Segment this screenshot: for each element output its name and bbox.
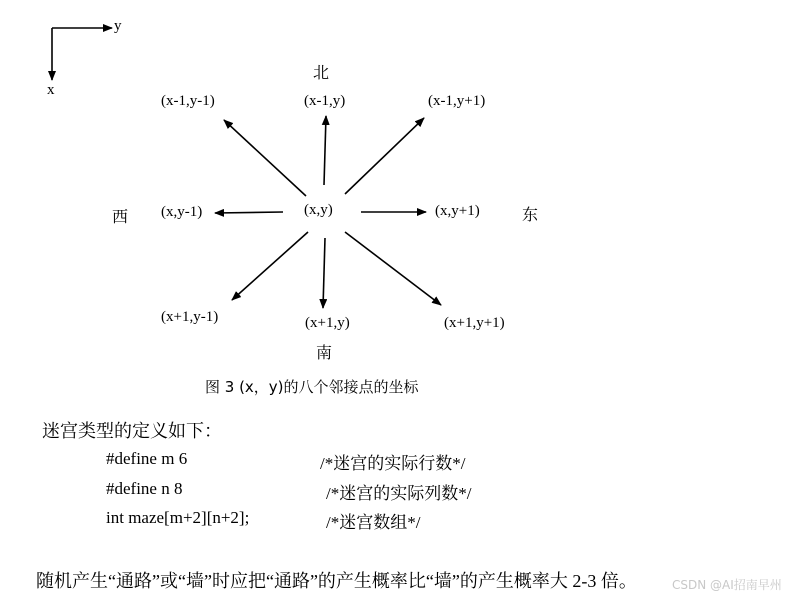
code-line-3-comment: /*迷宫数组*/: [326, 513, 421, 532]
arrow-se: [345, 232, 441, 305]
code-line-3-statement: int maze[m+2][n+2];: [106, 508, 250, 527]
arrow-nw: [224, 120, 306, 196]
arrow-w: [215, 212, 283, 213]
direction-east: 东: [522, 207, 539, 224]
arrow-ne: [345, 118, 424, 194]
code-line-2-statement: #define n 8: [106, 479, 183, 498]
figure-caption: 图 3 (x，y)的八个邻接点的坐标: [205, 378, 419, 396]
code-line-1-statement: #define m 6: [106, 449, 188, 468]
neighbor-s-label: (x+1,y): [305, 315, 350, 331]
x-axis-label: x: [47, 82, 55, 98]
neighbor-se-label: (x+1,y+1): [444, 315, 505, 331]
neighbor-n-label: (x-1,y): [304, 93, 346, 109]
probability-paragraph: 随机产生“通路”或“墙”时应把“通路”的产生概率比“墙”的产生概率大 2-3 倍。: [36, 571, 637, 591]
arrow-n: [324, 116, 326, 185]
arrow-s: [323, 238, 325, 308]
neighbor-ne-label: (x-1,y+1): [428, 93, 486, 109]
direction-north: 北: [313, 65, 330, 82]
direction-south: 南: [316, 345, 333, 362]
neighbor-e-label: (x,y+1): [435, 203, 480, 219]
watermark: CSDN @AI招南早州: [672, 578, 782, 592]
axis-indicator: [52, 28, 112, 80]
direction-west: 西: [112, 209, 129, 226]
code-line-1-comment: /*迷宫的实际行数*/: [320, 454, 466, 473]
y-axis-label: y: [114, 18, 122, 34]
arrow-sw: [232, 232, 308, 300]
center-label: (x,y): [304, 202, 333, 218]
neighbor-sw-label: (x+1,y-1): [161, 309, 219, 325]
neighbor-nw-label: (x-1,y-1): [161, 93, 215, 109]
neighbor-w-label: (x,y-1): [161, 204, 203, 220]
intro-text: 迷宫类型的定义如下：: [42, 421, 222, 441]
code-line-2-comment: /*迷宫的实际列数*/: [326, 484, 472, 503]
